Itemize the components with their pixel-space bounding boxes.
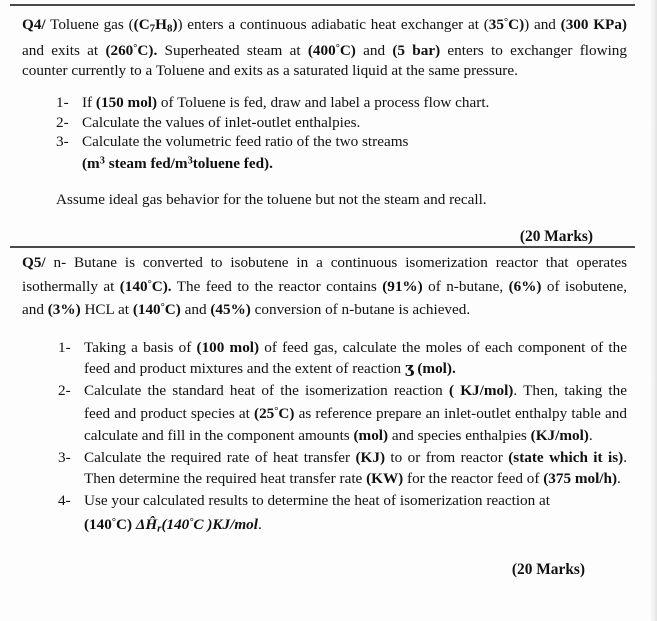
question-4-assumption: Assume ideal gas behavior for the toluene but not the steam and recall. xyxy=(56,191,487,209)
scan-edge xyxy=(649,0,657,621)
q5-step-1-post: of feed gas, calculate the moles of each component of the feed and product mixtures and the extent of reaction xyxy=(84,338,627,377)
q5-text-3: of n-butane, xyxy=(422,277,509,295)
q4-step-3-ratio-units: ($m^3$ steam fed/$m^3toluene$ fed). xyxy=(82,154,273,172)
q4-step-1 xyxy=(56,93,627,112)
question-5-block xyxy=(22,252,627,579)
q4-step-2-number: 2- xyxy=(56,113,69,131)
question-4-label: Q4/ xyxy=(22,16,46,34)
q5-text-5: HCL at xyxy=(80,301,133,319)
q5-step-2-units-2: (mol) xyxy=(353,426,389,444)
q5-step-1 xyxy=(58,337,627,379)
q5-step-3-post3: for the reactor feed of xyxy=(403,470,544,488)
q5-step-2 xyxy=(58,380,627,446)
q4-step-2-text: Calculate the values of inlet-outlet enthalpies. xyxy=(82,113,361,131)
question-5-label: Q5/ xyxy=(22,254,46,271)
q4-text-3: ) and xyxy=(524,16,561,34)
q5-step-4-period: . xyxy=(258,515,262,533)
q4-step-3-text: Calculate the volumetric feed ratio of the two streams xyxy=(82,133,409,151)
q5-text-6: and xyxy=(180,301,211,319)
q4-steam-temp: (400°C) xyxy=(307,42,356,60)
question-5-marks: (20 Marks) xyxy=(511,561,585,579)
q4-text-2: ) enters a continuous adiabatic heat exchanger at ( xyxy=(177,16,489,34)
q4-steam-pressure: (5 bar) xyxy=(392,42,441,60)
q5-step-2-post3: and species enthalpies xyxy=(388,426,531,444)
q5-text-1: n- Butane is converted to isobutene in a continuous isomerization reactor that operates isothermally at xyxy=(22,254,627,295)
question-4-statement xyxy=(22,13,627,80)
q5-text-2: The feed to the reactor contains xyxy=(171,277,383,295)
q5-step-3 xyxy=(58,447,627,489)
q5-step-3-pre: Calculate the required rate of heat transfer xyxy=(84,448,356,466)
q5-step-1-number: 1- xyxy=(58,338,71,356)
question-separator-rule xyxy=(10,246,635,248)
q4-text-4: and exits at xyxy=(22,42,106,60)
q5-step-1-basis: (100 mol) xyxy=(196,338,260,356)
q5-reactor-temp: (140°C). xyxy=(119,277,172,295)
q5-step-1-units: (mol). xyxy=(413,359,456,377)
q4-text-1: Toluene gas ( xyxy=(50,16,134,34)
q4-text-7: enters to exchanger flowing counter currently to a Toluene and exits as a saturated liquid at the same pressure. xyxy=(22,42,627,79)
q4-formula-toluene: $(C_7H_8)$ xyxy=(133,16,178,35)
q5-step-2-post4: . xyxy=(588,426,593,444)
q5-step-3-units-kj: (KJ) xyxy=(355,448,386,466)
q5-step-2-units-1: ( KJ/mol) xyxy=(448,382,514,400)
q5-step-3-units-kw: (KW) xyxy=(366,470,404,488)
q4-inlet-pressure: (300 KPa) xyxy=(560,16,627,34)
question-5-statement xyxy=(22,252,627,321)
q5-step-3-number: 3- xyxy=(58,448,71,466)
q4-inlet-temp: 35°C) xyxy=(488,16,525,34)
q4-text-6: and xyxy=(355,42,393,60)
q5-text-7: conversion of n-butane is achieved. xyxy=(250,301,471,319)
question-5-steps xyxy=(58,337,627,539)
q4-step-1-number: 1- xyxy=(56,94,69,112)
q4-step-1-pre: If xyxy=(82,94,96,112)
q4-step-2 xyxy=(56,113,627,132)
heat-of-reaction-formula: $\Delta Ĥ_r(140^\circ C$ )KJ/mol xyxy=(135,515,258,535)
question-4-block xyxy=(22,13,627,246)
q4-text-5: Superheated steam at xyxy=(157,42,308,60)
q5-step-4 xyxy=(58,490,627,539)
question-4-steps xyxy=(56,93,627,173)
q4-step-3-number: 3- xyxy=(56,133,69,151)
top-divider-rule xyxy=(10,4,635,6)
q5-step-4-formula-line xyxy=(84,512,627,540)
q5-step-2-post: . Then, taking the feed and product species at xyxy=(84,382,627,423)
q5-text-4: of isobutene, and xyxy=(22,277,627,319)
q5-conversion: (45%) xyxy=(210,301,251,319)
q5-step-2-number: 2- xyxy=(58,382,71,400)
q5-feed-temp: (140°C) xyxy=(132,301,181,319)
q5-step-4-number: 4- xyxy=(58,492,71,510)
q5-step-3-post: to or from reactor xyxy=(385,448,509,466)
q5-pct-isobutene: (6%) xyxy=(508,277,542,295)
q4-outlet-temp: (260°C). xyxy=(105,42,158,60)
q5-step-4-pre: Use your calculated results to determine the heat of isomerization reaction at xyxy=(84,492,550,510)
q4-step-1-post: of Toluene is fed, draw and label a process flow chart. xyxy=(157,94,490,112)
q5-step-2-pre: Calculate the standard heat of the isomerization reaction xyxy=(84,382,449,400)
q5-step-3-post2: . Then determine the required heat transfer rate xyxy=(84,448,627,488)
q5-step-4-temp: (140°C) xyxy=(84,515,133,533)
q5-step-1-pre: Taking a basis of xyxy=(84,338,197,356)
q5-step-3-feed-rate: (375 mol/h) xyxy=(543,470,618,488)
q5-pct-nbutane: (91%) xyxy=(382,277,423,295)
extent-of-reaction-symbol: ʒ xyxy=(404,358,414,377)
q5-step-3-post4: . xyxy=(617,470,621,488)
q4-step-3 xyxy=(56,132,627,173)
q4-step-1-amount: (150 mol) xyxy=(95,94,158,112)
q5-step-2-post2: as reference prepare an inlet-outlet enthalpy table and calculate and fill in the component amounts xyxy=(84,405,627,444)
q5-step-2-units-3: (KJ/mol) xyxy=(530,426,589,444)
question-4-marks: (20 Marks) xyxy=(519,227,593,245)
q5-reference-temp: (25°C) xyxy=(254,405,295,423)
q5-pct-hcl: (3%) xyxy=(47,301,81,319)
q5-step-3-state-note: (state which it is) xyxy=(508,448,624,466)
